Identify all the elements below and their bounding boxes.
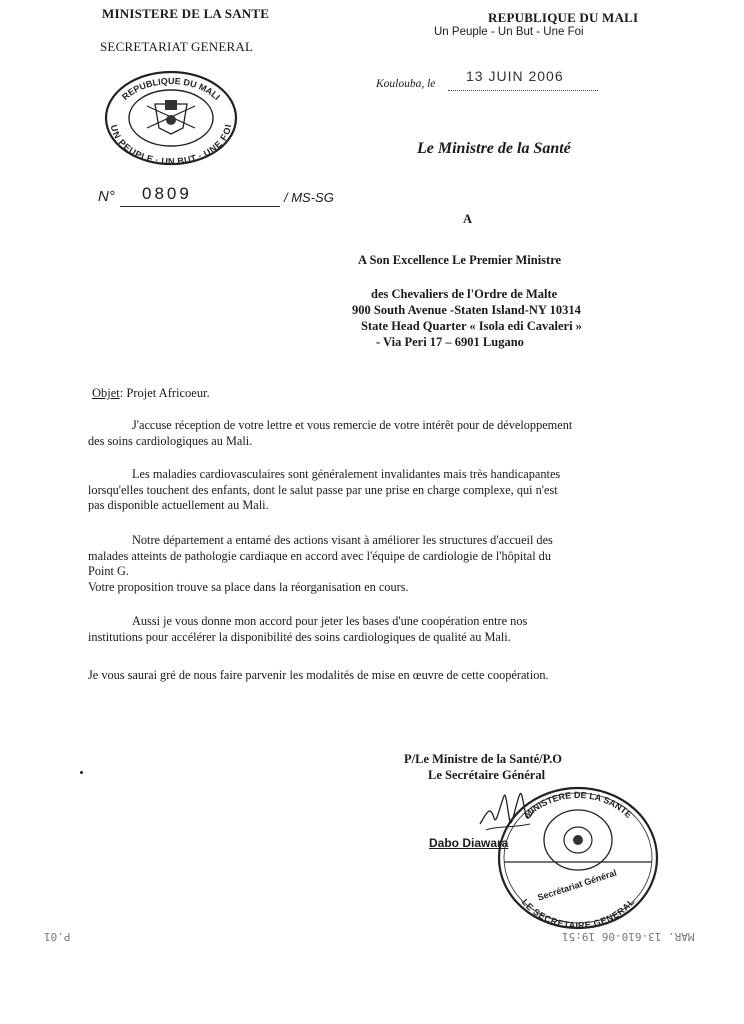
- stamp-bottom-text: LE SECRETAIRE GENERAL: [519, 896, 637, 930]
- ministry-name: MINISTERE DE LA SANTE: [102, 6, 270, 21]
- signatory-name: Dabo Diawara: [429, 836, 509, 850]
- reference-number: 0809: [142, 184, 192, 203]
- scan-speck: [80, 771, 83, 774]
- paragraph-line: Notre département a entamé des actions visant à améliorer les structures d'accueil des: [132, 533, 553, 547]
- paragraph-line: Point G.: [88, 564, 129, 578]
- addressee-line-3: 900 South Avenue -Staten Island-NY 10314: [352, 303, 581, 317]
- date-dotted-line: [448, 90, 598, 91]
- paragraph-line: Votre proposition trouve sa place dans la réorganisation en cours.: [88, 579, 409, 594]
- republic-seal: [103, 70, 239, 166]
- secretariat-name: SECRETARIAT GENERAL: [100, 39, 254, 54]
- paragraph-line: Les maladies cardiovasculaires sont généralement invalidantes mais très handicapantes: [132, 467, 561, 481]
- republic-motto: Un Peuple - Un But - Une Foi: [434, 26, 584, 38]
- signature-line-2: Le Secrétaire Général: [428, 768, 546, 782]
- signature-line-1: P/Le Ministre de la Santé/P.O: [404, 752, 562, 766]
- svg-text:LE SECRETAIRE GENERAL: [520, 897, 637, 930]
- reference-underline: [120, 206, 280, 207]
- subject-label: Objet: [92, 386, 120, 400]
- sender-title: Le Ministre de la Santé: [417, 140, 571, 157]
- paragraph-1: [88, 418, 664, 449]
- ministry-stamp: [496, 784, 660, 930]
- addressee-line-2: des Chevaliers de l'Ordre de Malte: [371, 287, 558, 301]
- paragraph-5: [88, 668, 664, 684]
- addressee-a: A: [463, 212, 473, 226]
- addressee-line-5: - Via Peri 17 – 6901 Lugano: [376, 335, 524, 349]
- stamp-inner-text: Secrétariat Général: [536, 867, 618, 903]
- addressee-line-4: State Head Quarter « Isola edi Cavaleri »: [361, 319, 582, 333]
- fax-timestamp: MAR. 13-610-06 19:51: [562, 930, 695, 943]
- paragraph-3: [88, 533, 664, 595]
- paragraph-line: Aussi je vous donne mon accord pour jeter les bases d'une coopération entre nos: [132, 614, 528, 628]
- paragraph-line: des soins cardiologiques au Mali.: [88, 433, 253, 448]
- paragraph-2: [88, 467, 664, 514]
- subject-text: : Projet Africoeur.: [119, 386, 210, 400]
- reference-suffix: / MS-SG: [284, 190, 334, 205]
- paragraph-line: Je vous saurai gré de nous faire parvenir les modalités de mise en œuvre de cette coopération.: [88, 668, 549, 682]
- svg-text:UN PEUPLE · UN BUT · UNE FOI: [109, 124, 234, 166]
- reference-prefix: N°: [98, 188, 115, 205]
- republic-name: REPUBLIQUE DU MALI: [488, 10, 639, 25]
- place-label: Koulouba, le: [376, 78, 436, 90]
- seal-bottom-text: UN PEUPLE · UN BUT · UNE FOI: [108, 123, 234, 166]
- fax-page-number: P.01: [44, 930, 71, 943]
- seal-top-text: REPUBLIQUE DU MALI: [120, 75, 223, 103]
- paragraph-line: J'accuse réception de votre lettre et vous remercie de votre intérêt pour de développement: [132, 418, 573, 432]
- paragraph-4: [88, 614, 664, 645]
- paragraph-line: malades atteints de pathologie cardiaque en accord avec l'équipe de cardiologie de l'hôpital du: [88, 548, 551, 563]
- paragraph-line: institutions pour accélérer la disponibilité des soins cardiologiques de qualité au Mali.: [88, 629, 511, 644]
- addressee-line-1: A Son Excellence Le Premier Ministre: [358, 253, 562, 267]
- subject: [92, 386, 210, 401]
- paragraph-line: pas disponible actuellement au Mali.: [88, 498, 269, 512]
- paragraph-line: lorsqu'elles touchent des enfants, dont le salut passe par une prise en charge complexe, qui n'est: [88, 482, 558, 497]
- stamp-top-text: MINISTERE DE LA SANTE: [522, 789, 634, 820]
- date-stamp: 13 JUIN 2006: [466, 68, 564, 84]
- svg-text:MINISTERE DE LA SANTE: [522, 790, 634, 820]
